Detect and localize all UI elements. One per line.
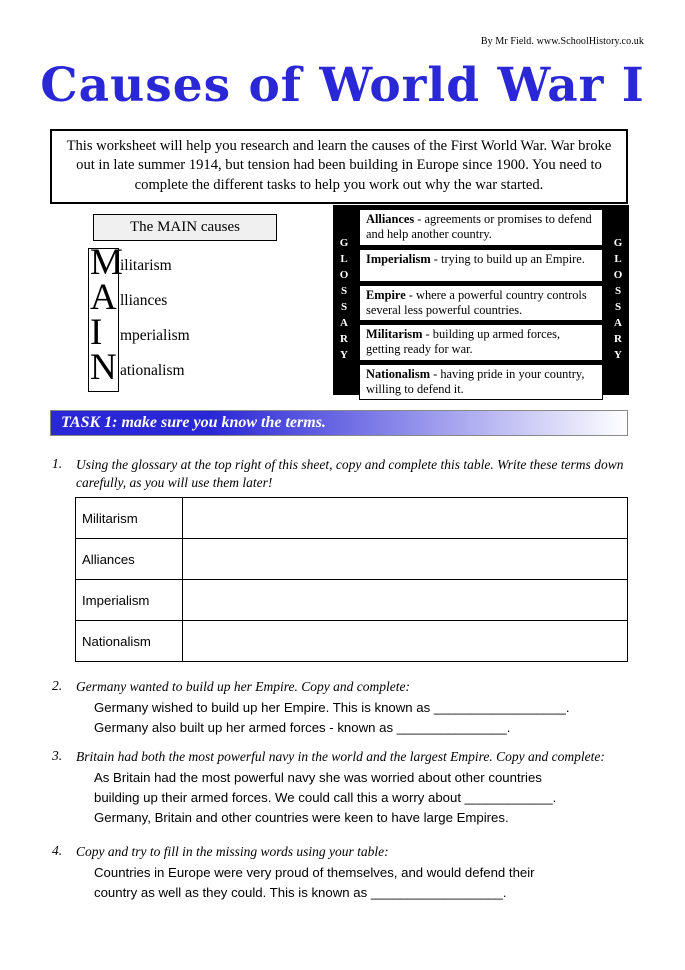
glossary-letter: G — [339, 237, 349, 250]
glossary-entry — [359, 324, 603, 361]
glossary-letter: R — [340, 332, 348, 345]
question-lines — [94, 863, 632, 903]
table-cell-answer[interactable] — [183, 580, 628, 621]
glossary-entry — [359, 285, 603, 322]
table-cell-answer[interactable] — [183, 621, 628, 662]
question-line: Germany wished to build up her Empire. This is known as __________________. — [94, 699, 570, 715]
question-number: 2. — [52, 678, 63, 693]
table-cell-term: Imperialism — [76, 580, 183, 621]
glossary-entry — [359, 249, 603, 282]
question-4 — [52, 843, 632, 903]
glossary-letter: L — [614, 253, 622, 266]
question-line: building up their armed forces. We could call this a worry about ____________. — [94, 789, 557, 805]
glossary-definition: - trying to build up an Empire. — [430, 251, 585, 266]
glossary-letter: S — [614, 285, 622, 298]
intro-box: This worksheet will help you research and learn the causes of the First World War. War broke out in late summer 1914, but tension had been building in Europe since 1900. You need to complete the different tasks to help you work out why the war started. — [50, 129, 628, 204]
glossary-term: Empire — [366, 287, 406, 302]
main-letter: I — [90, 312, 103, 353]
question-2 — [52, 678, 632, 738]
table-row — [76, 539, 628, 580]
main-causes-label: The MAIN causes — [93, 214, 277, 241]
glossary-letter: A — [614, 316, 622, 329]
glossary-term: Imperialism — [366, 251, 431, 266]
task-1-label: TASK 1: make sure you know the terms. — [61, 414, 326, 431]
list-item — [90, 347, 290, 389]
question-line: Germany also built up her armed forces - known as _______________. — [94, 719, 511, 735]
list-item — [90, 277, 290, 319]
glossary-letter: Y — [614, 348, 622, 361]
glossary-box — [333, 205, 629, 395]
question-prompt: Copy and try to fill in the missing words using your table: — [76, 844, 389, 859]
question-1 — [52, 456, 632, 492]
page-title: Causes of World War I — [40, 58, 645, 113]
question-number: 4. — [52, 843, 63, 858]
glossary-letter: O — [339, 269, 349, 282]
question-line: As Britain had the most powerful navy she was worried about other countries — [94, 769, 542, 785]
glossary-letter: R — [614, 332, 622, 345]
main-word: lliances — [120, 292, 168, 309]
glossary-entries — [359, 209, 603, 403]
glossary-side-label-right — [607, 205, 629, 395]
glossary-definition: - building up armed forces, getting ready for war. — [366, 327, 561, 357]
glossary-term: Nationalism — [366, 366, 431, 381]
glossary-letter: S — [340, 301, 348, 313]
question-line: Countries in Europe were very proud of themselves, and would defend their — [94, 864, 535, 880]
glossary-term: Alliances — [366, 212, 415, 226]
table-cell-answer[interactable] — [183, 539, 628, 580]
main-word: ationalism — [120, 362, 185, 379]
glossary-definition: - having pride in your country, willing to defend it. — [366, 366, 585, 396]
glossary-letter: O — [613, 269, 623, 282]
question-number: 1. — [52, 456, 63, 471]
list-item — [90, 242, 290, 284]
table-cell-term: Nationalism — [76, 621, 183, 662]
table-row — [76, 498, 628, 539]
question-lines — [94, 698, 632, 738]
question-number: 3. — [52, 748, 63, 763]
terms-table — [75, 497, 628, 662]
glossary-letter: A — [340, 316, 348, 329]
question-line: country as well as they could. This is known as __________________. — [94, 884, 507, 900]
main-letter: N — [90, 347, 117, 388]
table-row — [76, 621, 628, 662]
table-cell-term: Alliances — [76, 539, 183, 580]
glossary-letter: S — [614, 301, 622, 313]
glossary-term: Militarism — [366, 327, 423, 341]
question-lines — [94, 768, 632, 828]
glossary-letter: S — [340, 285, 348, 298]
task-1-banner — [50, 410, 628, 436]
question-prompt: Using the glossary at the top right of this sheet, copy and complete this table. Write these terms down carefully, as you will use them later! — [76, 457, 624, 490]
glossary-side-label-left — [333, 205, 355, 395]
question-3 — [52, 748, 632, 828]
table-cell-answer[interactable] — [183, 498, 628, 539]
main-letter: A — [90, 277, 117, 318]
glossary-letter: G — [613, 237, 623, 250]
glossary-definition: - where a powerful country controls several less powerful countries. — [366, 287, 587, 317]
glossary-definition: - agreements or promises to defend and help another country. — [366, 212, 592, 242]
table-cell-term: Militarism — [76, 498, 183, 539]
main-causes-list — [90, 242, 290, 389]
credit-line: By Mr Field. www.SchoolHistory.co.uk — [480, 36, 644, 47]
question-prompt: Germany wanted to build up her Empire. Copy and complete: — [76, 679, 410, 694]
glossary-entry — [359, 209, 603, 246]
list-item — [90, 312, 290, 354]
question-line: Germany, Britain and other countries were keen to have large Empires. — [94, 809, 509, 825]
question-prompt: Britain had both the most powerful navy in the world and the largest Empire. Copy and complete: — [76, 749, 605, 764]
main-word: mperialism — [120, 327, 190, 344]
glossary-entry — [359, 364, 603, 401]
table-row — [76, 580, 628, 621]
main-word: ilitarism — [120, 257, 172, 274]
glossary-letter: L — [340, 253, 348, 266]
main-letter: M — [90, 242, 123, 283]
glossary-letter: Y — [340, 348, 348, 361]
